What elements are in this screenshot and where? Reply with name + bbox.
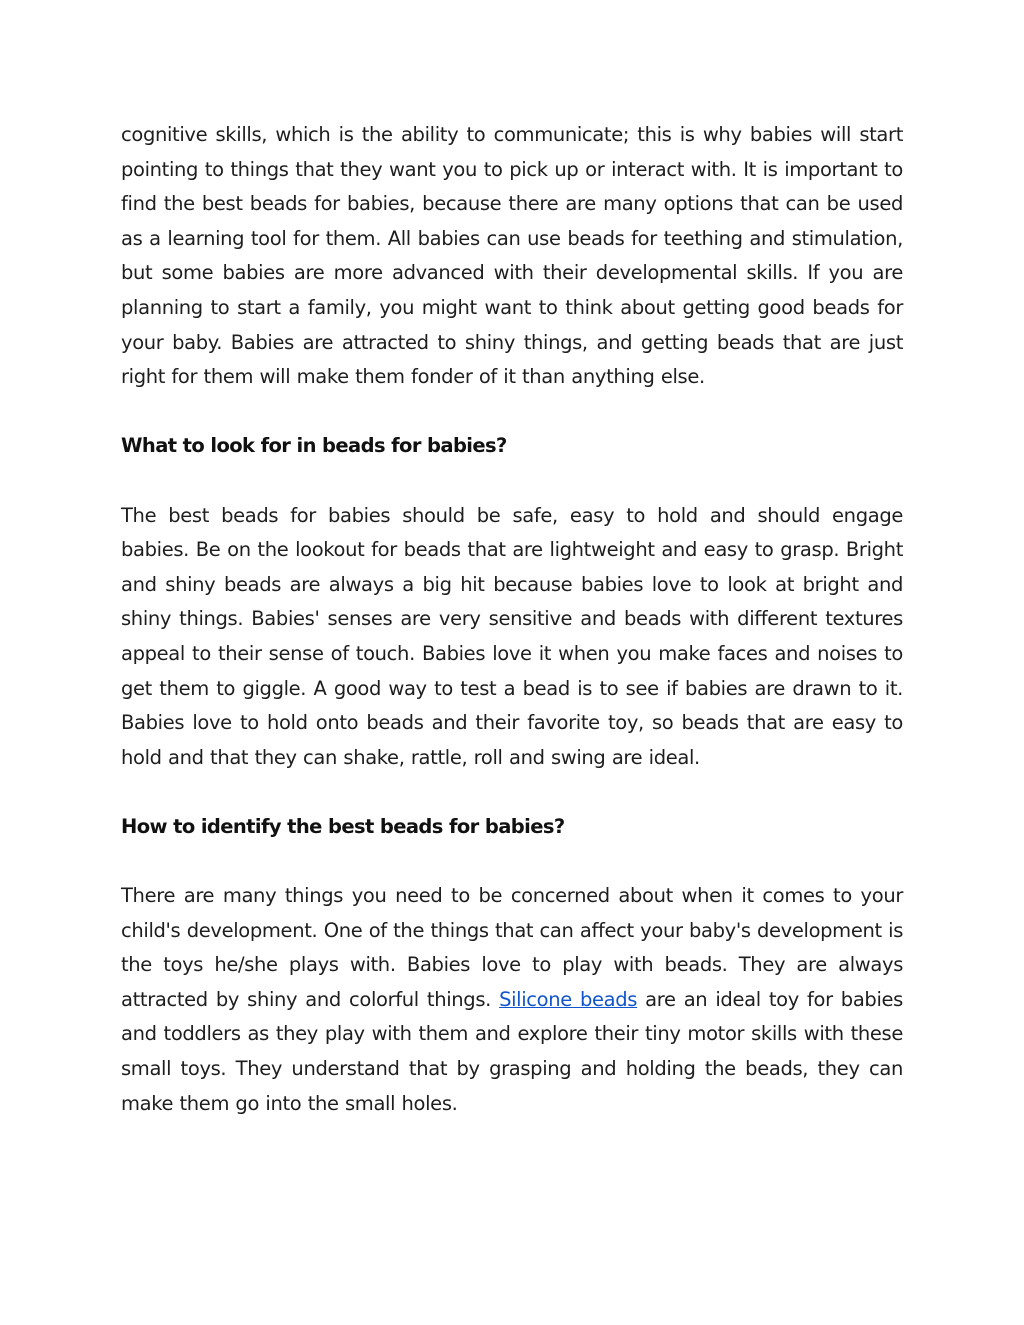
paragraph-spacer: [121, 464, 903, 499]
paragraph-spacer: [121, 844, 903, 879]
paragraph-spacer: [121, 775, 903, 810]
paragraph-best-beads: The best beads for babies should be safe, easy to hold and should engage babies. Be on the lookout for beads that are lightweight and easy to grasp. Bright and shiny beads are always a big hit because babies love to look at bright and shiny things. Babies' senses are very sensitive and beads with different textures appeal to their sense of touch. Babies love it when you make faces and noises to get them to giggle. A good way to test a bead is to see if babies are drawn to it. Babies love to hold onto beads and their favorite toy, so beads that are easy to hold and that they can shake, rattle, roll and swing are ideal.: [121, 503, 903, 769]
heading-what-to-look-for: What to look for in beads for babies?: [121, 434, 507, 458]
paragraph-cognitive-skills: cognitive skills, which is the ability to communicate; this is why babies will start pointing to things that they want you to pick up or interact with. It is important to find the best beads for babies, because there are many options that can be used as a learning tool for them. All babies can use beads for teething and stimulation, but some babies are more advanced with their developmental skills. If you are planning to start a family, you might want to think about getting good beads for your baby. Babies are attracted to shiny things, and getting beads that are just right for them will make them fonder of it than anything else.: [121, 123, 903, 389]
silicone-beads-link[interactable]: Silicone beads: [499, 987, 638, 1011]
paragraph-spacer: [121, 395, 903, 430]
paragraph-development: [121, 879, 903, 1121]
document-page: [121, 118, 903, 1121]
heading-how-to-identify: How to identify the best beads for babies?: [121, 814, 565, 838]
paragraph-text-before-link: There are many things you need to be concerned about when it comes to your child's development. One of the things that can affect your baby's development is the toys he/she plays with. Babies love to play with beads. They are always attracted by shiny and colorful things.: [121, 884, 903, 1011]
paragraph-text-after-link: are an ideal toy for babies and toddlers as they play with them and explore their tiny motor skills with these small toys. They understand that by grasping and holding the beads, they can make them go into the small holes.: [121, 987, 903, 1115]
